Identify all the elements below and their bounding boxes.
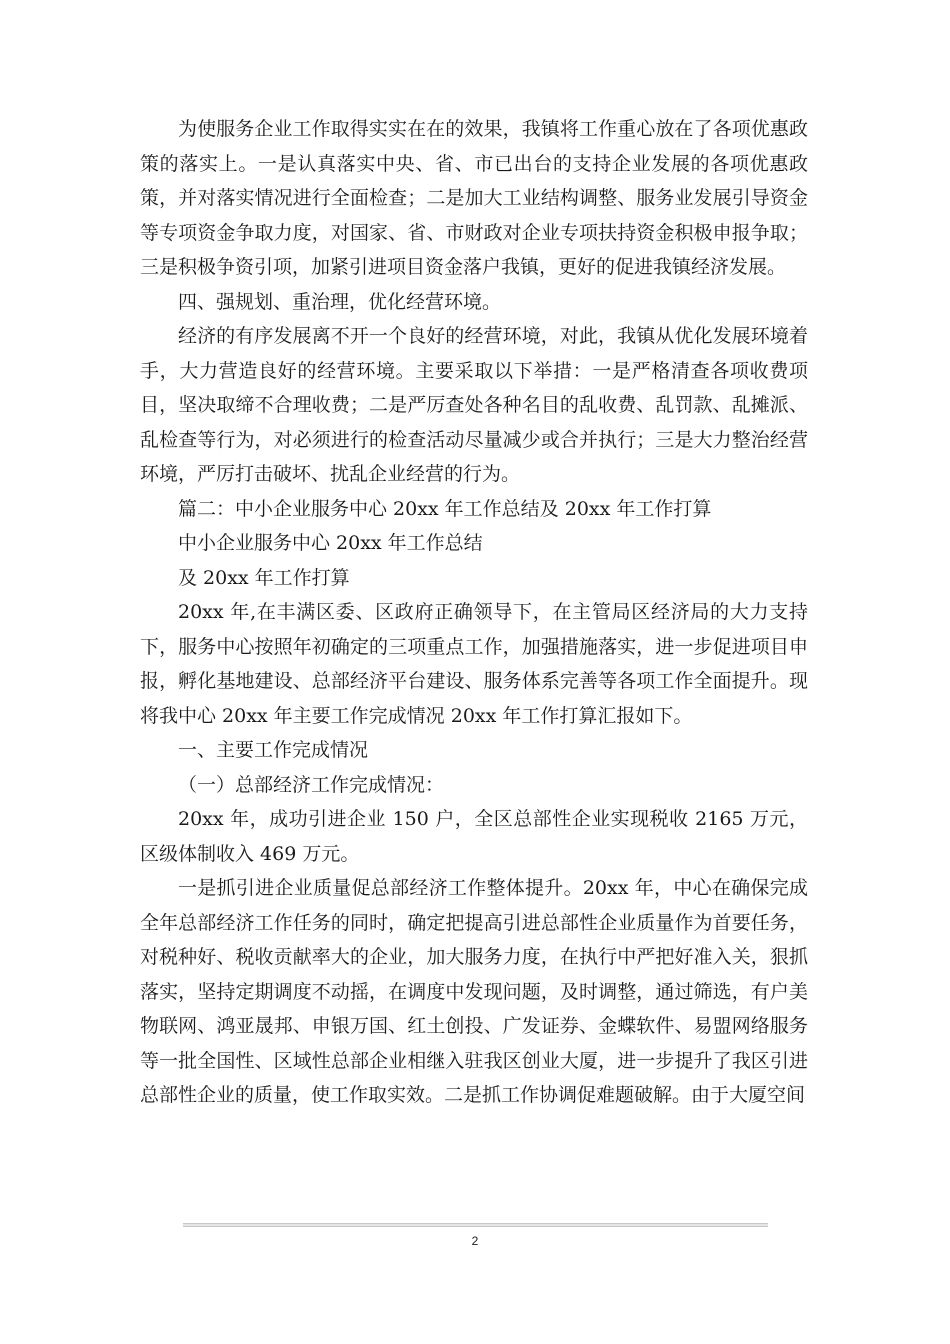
heading-headquarters-economy: （一）总部经济工作完成情况：: [178, 773, 445, 796]
paragraph-business-environment: 经济的有序发展离不开一个良好的经营环境，对此，我镇从优化发展环境着手，大力营造良好的经营环境。主要采取以下举措：一是严格清查各项收费项目，坚决取缔不合理收费；二是严厉查处各种名目的乱收费、乱罚款、乱摊派、乱检查等行为，对必须进行的检查活动尽量减少或合并执行；三是大力整治经营环境，严厉打击破坏、扰乱企业经营的行为。: [140, 325, 808, 485]
heading-main-work: 一、主要工作完成情况: [178, 739, 369, 761]
paragraph-policy-implementation: 为使服务企业工作取得实实在在的效果，我镇将工作重心放在了各项优惠政策的落实上。一是认真落实中央、省、市已出台的支持企业发展的各项优惠政策，并对落实情况进行全面检查；二是加大工业结构调整、服务业发展引导资金等专项资金争取力度，对国家、省、市财政对企业专项扶持资金积极申报争取；三是积极争资引项，加紧引进项目资金落户我镇，更好的促进我镇经济发展。: [140, 118, 808, 278]
subtitle-line-1: 中小企业服务中心 20xx 年工作总结: [178, 532, 483, 554]
paragraph-introduction: 20xx 年,在丰满区委、区政府正确领导下，在主管局区经济局的大力支持下，服务中心按照年初确定的三项重点工作，加强措施落实，进一步促进项目申报，孵化基地建设、总部经济平台建设、服务体系完善等各项工作全面提升。现将我中心 20xx 年主要工作完成情况 20xx 年工作打算汇报如下。: [140, 601, 808, 727]
subtitle-line-2: 及 20xx 年工作打算: [178, 566, 350, 589]
page-number: 2: [471, 1234, 479, 1248]
paragraph-enterprise-quality: 一是抓引进企业质量促总部经济工作整体提升。20xx 年，中心在确保完成全年总部经济工作任务的同时，确定把提高引进总部性企业质量作为首要任务，对税种好、税收贡献率大的企业，加大服务力度，在执行中严把好准入关，狠抓落实，坚持定期调度不动摇，在调度中发现问题，及时调整，通过筛选，有户美物联网、鸿亚晟邦、申银万国、红土创投、广发证券、金蝶软件、易盟网络服务等一批全国性、区域性总部企业相继入驻我区创业大厦，进一步提升了我区引进总部性企业的质量，使工作取实效。二是抓工作协调促难题破解。由于大厦空间: [140, 877, 808, 1106]
body-text: [140, 112, 808, 1113]
footer-divider: [183, 1223, 768, 1227]
heading-section-four: 四、强规划、重治理，优化经营环境。: [178, 290, 502, 313]
paragraph-results: 20xx 年，成功引进企业 150 户，全区总部性企业实现税收 2165 万元，区级体制收入 469 万元。: [140, 808, 808, 865]
heading-part-two: 篇二：中小企业服务中心 20xx 年工作总结及 20xx 年工作打算: [178, 497, 712, 520]
